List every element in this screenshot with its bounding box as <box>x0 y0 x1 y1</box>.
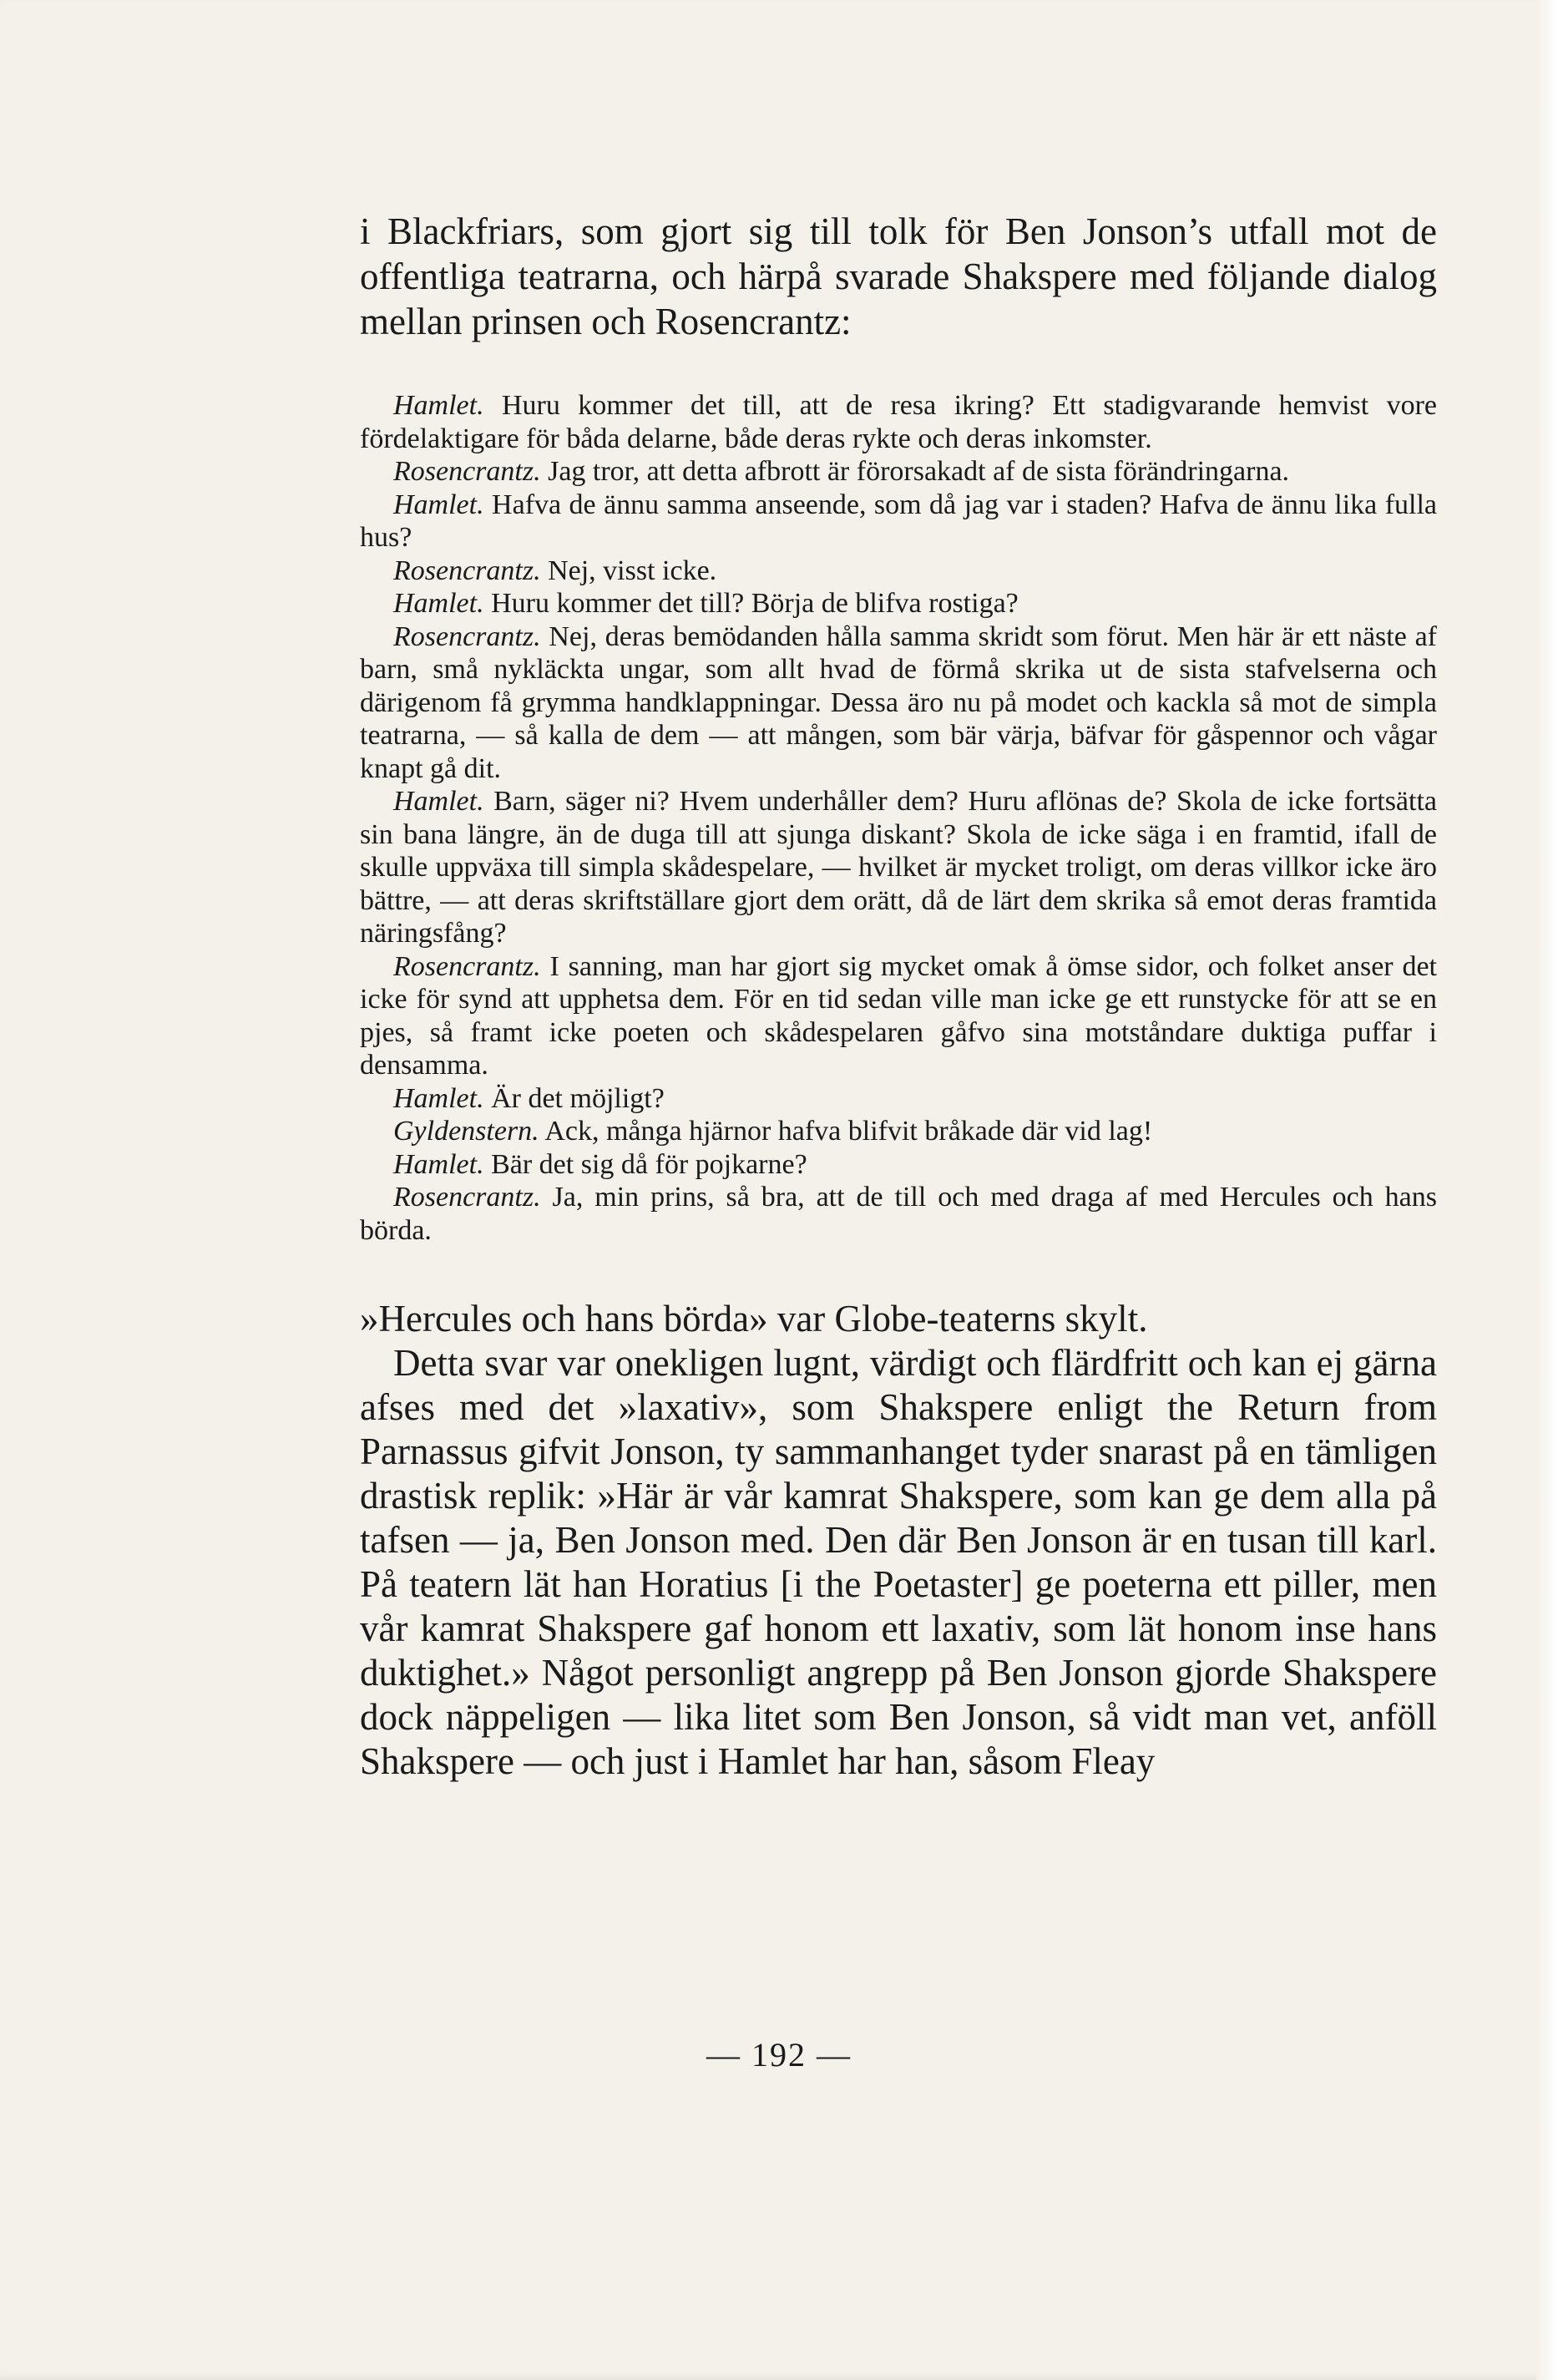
page-number: — 192 — <box>706 2036 852 2074</box>
dialogue-line <box>360 1115 1437 1148</box>
dialogue-text: Bär det sig då för pojkarne? <box>491 1148 807 1180</box>
intro-paragraph: i Blackfriars, som gjort sig till tolk för Ben Jonson’s utfall mot de offentliga teatrarna, och härpå svarade Shakspere med följande dialog mellan prinsen och Rosencrantz: <box>360 210 1437 342</box>
speaker-name: Rosencrantz. <box>393 950 541 982</box>
dialogue-text: I sanning, man har gjort sig mycket omak å ömse sidor, och folket anser det icke för synd att upphetsa dem. För en tid sedan ville man icke ge ett runstycke för att se en pjes, så framt icke poeten och skådespelaren gåfvo sina motståndare duktiga puffar i densamma. <box>360 950 1438 1081</box>
speaker-name: Rosencrantz. <box>393 1182 541 1213</box>
dialogue-text: Hafva de ännu samma anseende, som då jag var i staden? Hafva de ännu lika fulla hus? <box>360 489 1437 553</box>
speaker-name: Rosencrantz. <box>393 456 541 487</box>
dialogue-line <box>360 455 1437 489</box>
dialogue-line <box>360 587 1437 620</box>
dialogue-line <box>360 489 1437 554</box>
dialogue-text: Jag tror, att detta afbrott är förorsakadt af de sista förändringarna. <box>548 456 1290 487</box>
speaker-name: Rosencrantz. <box>393 620 541 652</box>
text-column <box>360 209 1437 1784</box>
dialogue-text: Ack, många hjärnor hafva blifvit bråkade där vid lag! <box>544 1116 1153 1147</box>
speaker-name: Hamlet. <box>393 390 484 421</box>
speaker-name: Hamlet. <box>393 1148 484 1180</box>
speaker-name: Rosencrantz. <box>393 554 541 586</box>
dialogue-block <box>360 389 1437 1247</box>
speaker-name: Gyldenstern. <box>393 1116 539 1147</box>
dialogue-line <box>360 1181 1437 1247</box>
closing-text <box>360 1297 1437 1784</box>
dialogue-line <box>360 1148 1437 1182</box>
dialogue-line <box>360 950 1437 1082</box>
dialogue-text: Barn, säger ni? Hvem underhåller dem? Huru aflönas de? Skola de icke fortsätta sin bana längre, än de duga till att sjunga diskant? Skola de icke säga i en framtid, ifall de skulle uppväxa till simpla skådespelare, — hvilket är mycket troligt, om deras villkor icke äro bättre, — att deras skriftställare gjort dem orätt, då de lärt dem skrika så emot deras framtida näringsfång? <box>360 786 1437 949</box>
dialogue-line <box>360 785 1437 950</box>
dialogue-line <box>360 1082 1437 1116</box>
dialogue-line <box>360 389 1437 455</box>
closing-paragraph: »Hercules och hans börda» var Globe-teaterns skylt. <box>360 1298 1148 1339</box>
dialogue-line <box>360 620 1437 786</box>
speaker-name: Hamlet. <box>393 1082 484 1114</box>
speaker-name: Hamlet. <box>393 489 484 520</box>
speaker-name: Hamlet. <box>393 786 484 817</box>
dialogue-text: Nej, deras bemödanden hålla samma skridt som förut. Men här är ett näste af barn, små nykläckta ungar, som allt hvad de förmå skrika ut de sista stafvelserna och därigenom få grymma handklappningar. Dessa äro nu på modet och kackla så mot de simpla teatrarna, — så kalla de dem — att mången, som bär värja, bäfvar för gåspennor och vågar knapt gå dit. <box>360 620 1438 784</box>
dialogue-text: Ja, min prins, så bra, att de till och med draga af med Hercules och hans börda. <box>360 1182 1438 1246</box>
page-edge <box>1536 0 1558 2380</box>
dialogue-text: Nej, visst icke. <box>548 554 717 586</box>
dialogue-text: Huru kommer det till? Börja de blifva rostiga? <box>491 588 1019 619</box>
dialogue-text: Huru kommer det till, att de resa ikring? Ett stadigvarande hemvist vore fördelaktigare för båda delarne, både deras rykte och deras inkomster. <box>360 390 1438 454</box>
speaker-name: Hamlet. <box>393 588 484 619</box>
dialogue-line <box>360 554 1437 588</box>
closing-paragraph: Detta svar var onekligen lugnt, värdigt och flärdfritt och kan ej gärna afses med det »laxativ», som Shakspere enligt the Return from Parnassus gifvit Jonson, ty sammanhanget tyder snarast på en tämligen drastisk replik: »Här är vår kamrat Shakspere, som kan ge dem alla på tafsen — ja, Ben Jonson med. Den där Ben Jonson är en tusan till karl. På teatern lät han Horatius [i the Poetaster] ge poeterna ett piller, men vår kamrat Shakspere gaf honom ett laxativ, som lät honom inse hans duktighet.» Något personligt angrepp på Ben Jonson gjorde Shakspere dock näppeligen — lika litet som Ben Jonson, så vidt man vet, anföll Shakspere — och just i Hamlet har han, såsom Fleay <box>360 1342 1437 1782</box>
dialogue-text: Är det möjligt? <box>491 1082 665 1114</box>
